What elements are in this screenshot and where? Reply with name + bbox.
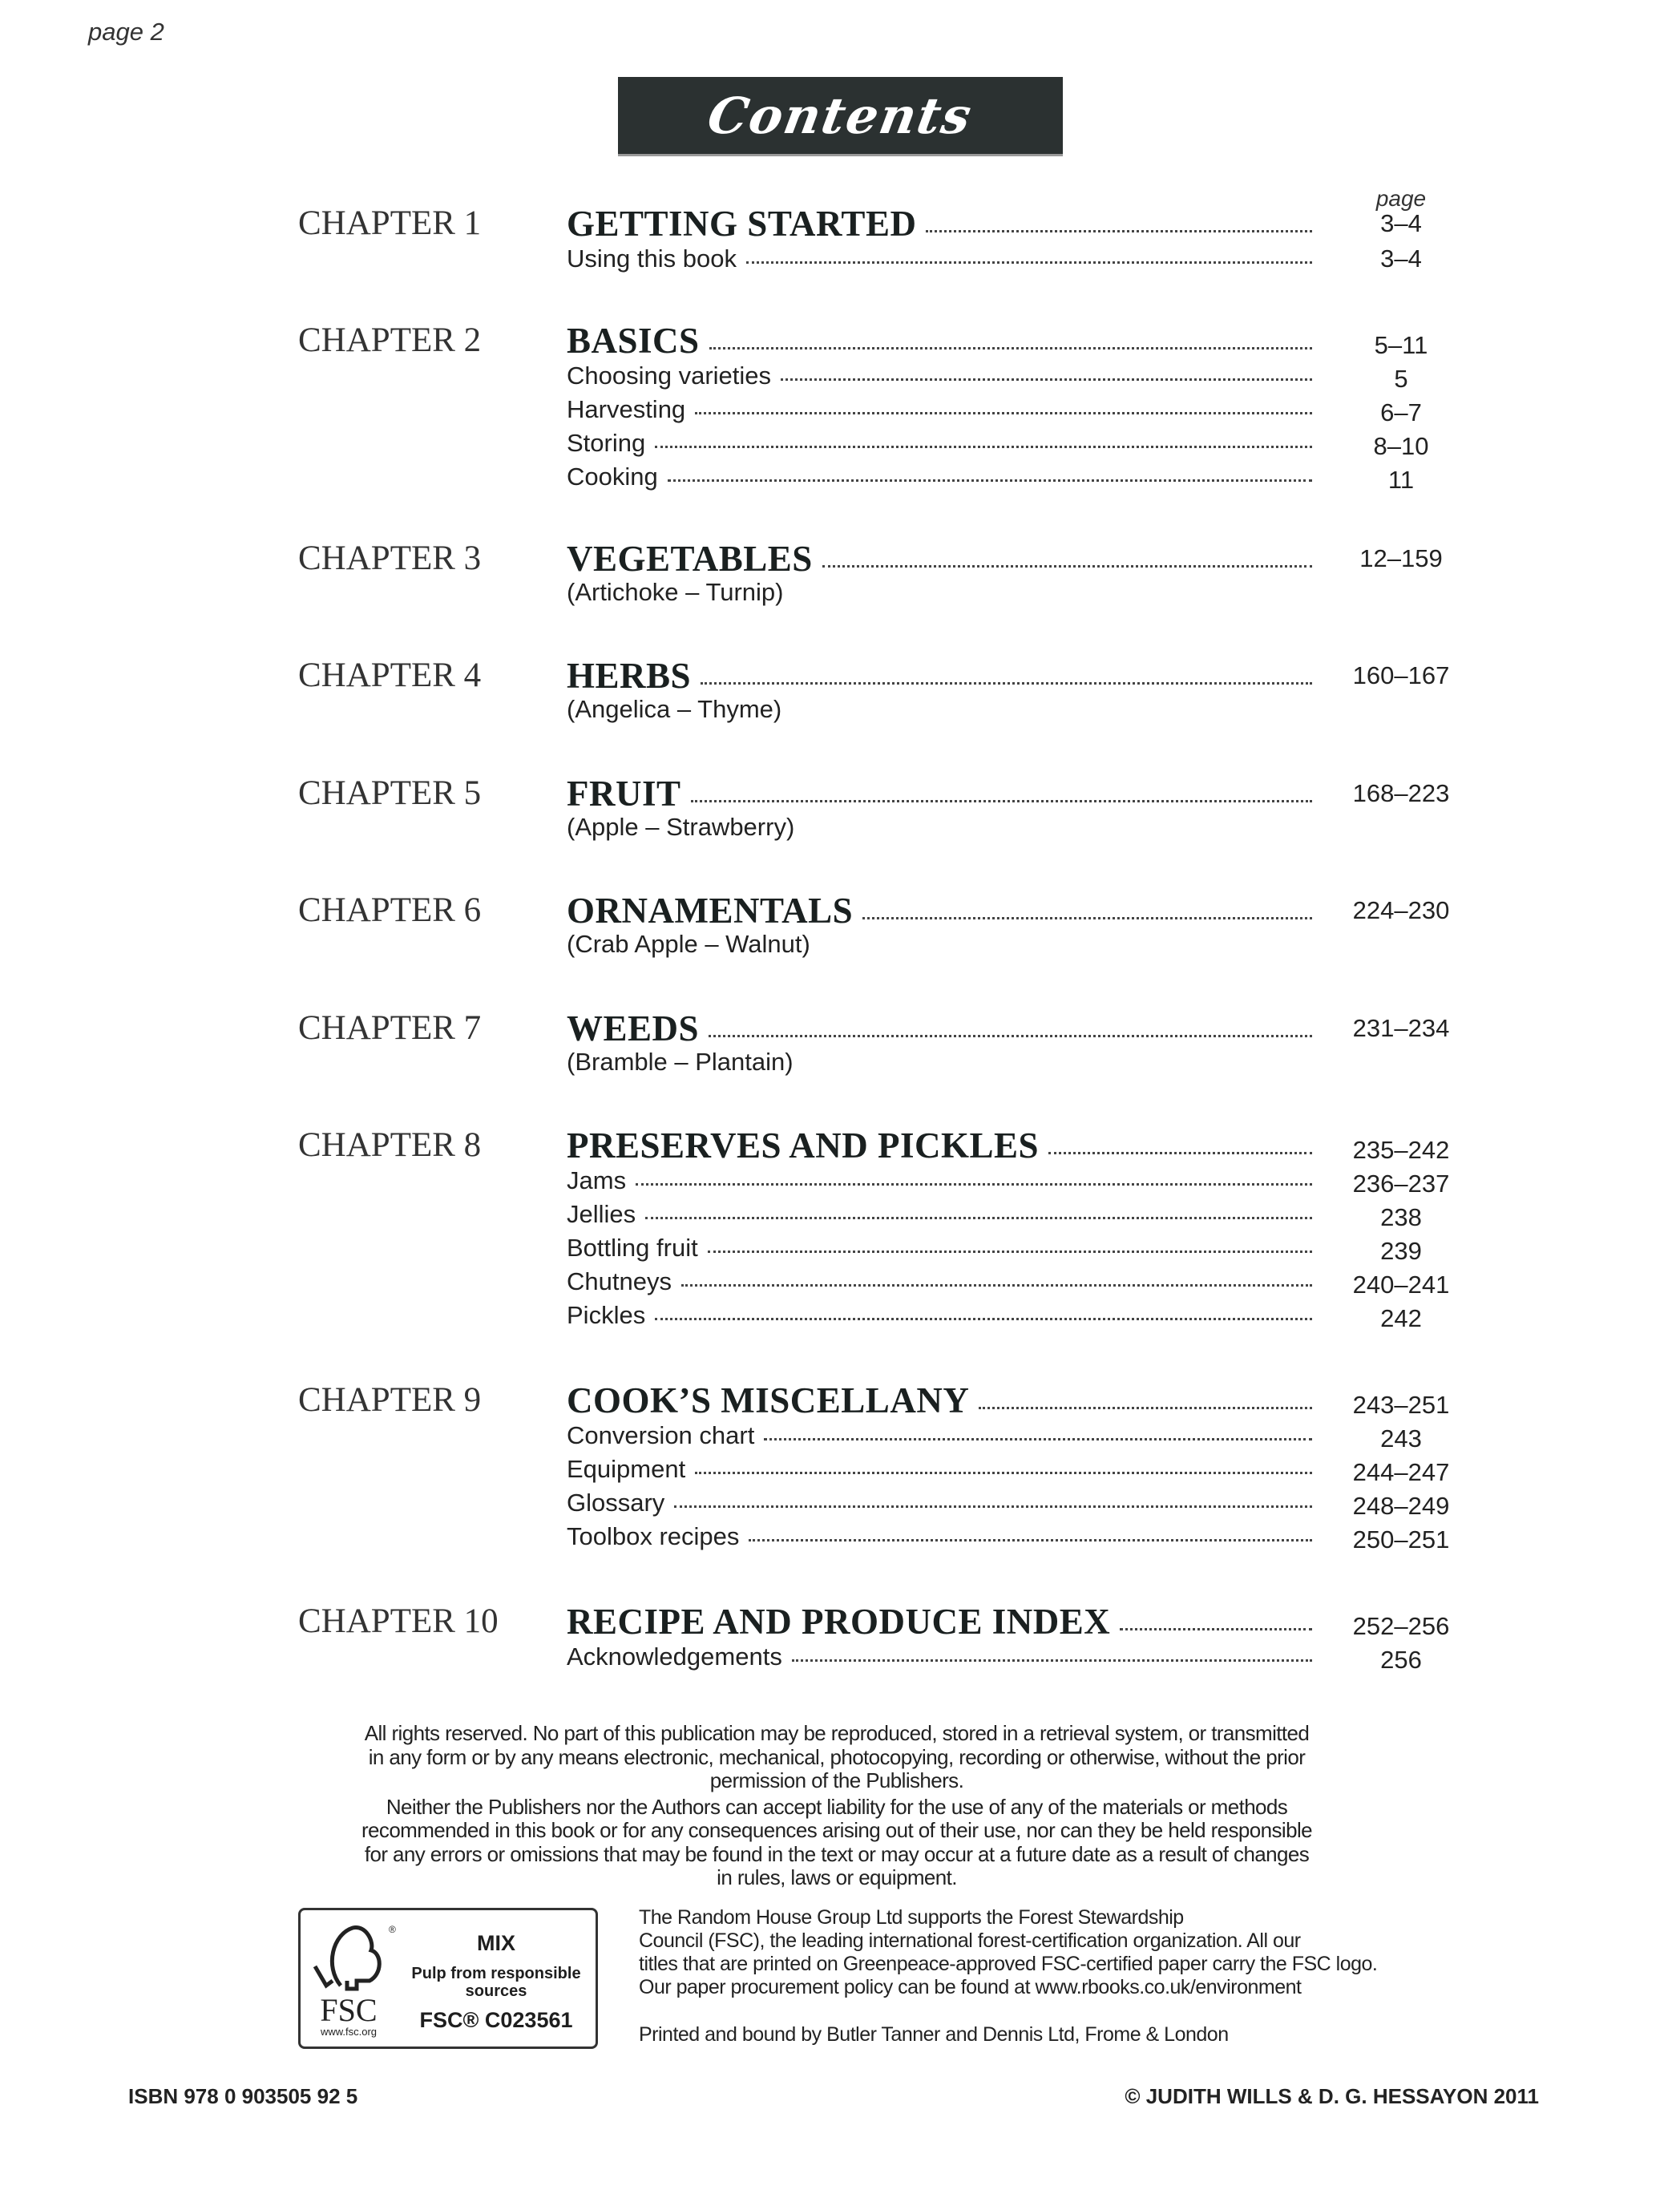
subsection-title: Choosing varieties (567, 362, 772, 390)
chapter-label: CHAPTER 1 (298, 204, 482, 242)
dot-leader (764, 1438, 1312, 1440)
chapter-title-row (567, 1380, 1312, 1420)
subsection-pages: 243 (1380, 1424, 1422, 1453)
svg-text:FSC: FSC (320, 1992, 378, 2028)
dot-leader (681, 1284, 1312, 1287)
subsection-title: Conversion chart (567, 1421, 755, 1449)
subsection-title: Jams (567, 1166, 627, 1194)
chapter-pages: 160–167 (1352, 661, 1450, 689)
chapter-range-note: (Crab Apple – Walnut) (567, 930, 810, 958)
svg-text:®: ® (389, 1924, 396, 1935)
subsection-row (567, 1486, 1312, 1520)
dot-leader (709, 347, 1312, 350)
dot-leader (695, 1472, 1312, 1474)
chapter-range-note: (Artichoke – Turnip) (567, 578, 784, 606)
chapter-title-row (567, 1008, 1312, 1049)
chapter-label: CHAPTER 9 (298, 1381, 482, 1419)
chapter-pages: 235–242 (1352, 1136, 1450, 1164)
subsection-title: Harvesting (567, 395, 686, 423)
chapter-range-note: (Angelica – Thyme) (567, 695, 782, 723)
fsc-statement (639, 1906, 1377, 1999)
dot-leader (822, 565, 1312, 568)
subsection-row (567, 1164, 1312, 1198)
subsection-row (567, 359, 1312, 393)
chapter-pages: 243–251 (1352, 1391, 1450, 1419)
subsection-title: Glossary (567, 1489, 665, 1517)
chapter-label: CHAPTER 3 (298, 539, 482, 577)
chapter-range-note: (Bramble – Plantain) (567, 1048, 794, 1076)
subsection-pages: 256 (1380, 1646, 1422, 1674)
subsection-pages: 5 (1394, 365, 1408, 393)
fsc-code: FSC® C023561 (419, 2008, 573, 2032)
subsection-pages: 239 (1380, 1237, 1422, 1265)
subsection-title: Toolbox recipes (567, 1522, 740, 1550)
chapter-pages: 224–230 (1352, 896, 1450, 924)
chapter-pages: 168–223 (1352, 779, 1450, 807)
dot-leader (708, 1251, 1312, 1253)
subsection-pages: 244–247 (1352, 1458, 1450, 1486)
chapter-label: CHAPTER 10 (298, 1602, 499, 1640)
page-number: page 2 (88, 18, 164, 46)
chapter-title: WEEDS (567, 1008, 700, 1049)
chapter-title-row (567, 539, 1312, 579)
fsc-statement-line: The Random House Group Ltd supports the Forest Stewardship (639, 1906, 1184, 1929)
chapter-label: CHAPTER 8 (298, 1126, 482, 1164)
fsc-pulp: Pulp from responsible sources (411, 1965, 581, 2000)
subsection-pages: 248–249 (1352, 1492, 1450, 1520)
subsection-title: Equipment (567, 1455, 686, 1483)
subsection-row (567, 1231, 1312, 1265)
chapter-title: BASICS (567, 321, 700, 361)
subsection-row (567, 1299, 1312, 1332)
dot-leader (645, 1217, 1312, 1219)
subsection-row (567, 426, 1312, 460)
dot-leader (691, 800, 1312, 802)
chapter-title-row (567, 656, 1312, 696)
subsection-pages: 3–4 (1380, 244, 1422, 273)
subsection-pages: 242 (1380, 1304, 1422, 1332)
dot-leader (746, 261, 1312, 264)
fsc-statement-line: Our paper procurement policy can be found at www.rbooks.co.uk/environment (639, 1976, 1302, 1998)
chapter-label: CHAPTER 4 (298, 657, 482, 694)
chapter-title: RECIPE AND PRODUCE INDEX (567, 1602, 1111, 1642)
dot-leader (701, 682, 1312, 685)
subsection-title: Storing (567, 429, 646, 457)
chapter-pages: 252–256 (1352, 1612, 1450, 1640)
subsection-title: Cooking (567, 463, 658, 491)
subsection-title: Jellies (567, 1200, 636, 1228)
subsection-row (567, 1419, 1312, 1453)
chapter-label: CHAPTER 5 (298, 774, 482, 812)
subsection-title: Bottling fruit (567, 1234, 698, 1262)
subsection-title: Pickles (567, 1301, 646, 1329)
fsc-statement-line: titles that are printed on Greenpeace-approved FSC-certified paper carry the FSC logo. (639, 1953, 1378, 1975)
dot-leader (695, 412, 1312, 414)
fsc-mix: MIX (476, 1931, 515, 1955)
chapter-label: CHAPTER 7 (298, 1009, 482, 1047)
chapter-title-row (567, 774, 1312, 814)
chapter-pages: 5–11 (1374, 331, 1428, 359)
subsection-row (567, 242, 1312, 276)
chapter-pages: 3–4 (1380, 209, 1422, 237)
subsection-pages: 240–241 (1352, 1271, 1450, 1299)
copyright: © JUDITH WILLS & D. G. HESSAYON 2011 (1125, 2084, 1539, 2108)
dot-leader (792, 1659, 1312, 1662)
chapter-title: FRUIT (567, 774, 681, 814)
rights-reserved-text: All rights reserved. No part of this publication may be reproduced, stored in a retrieval system, or transmitted in any form or by any means electronic, mechanical, photocopying, recording or otherwise, without the prior permission of the Publishers. (364, 1721, 1310, 1792)
subsection-row (567, 1520, 1312, 1554)
dot-leader (674, 1505, 1312, 1508)
subsection-row (567, 1640, 1312, 1674)
subsection-pages: 236–237 (1352, 1170, 1450, 1198)
contents-heading: Contents (703, 86, 978, 145)
dot-leader (926, 230, 1312, 232)
fsc-label (298, 1908, 598, 2049)
dot-leader (709, 1035, 1312, 1037)
subsection-title: Acknowledgements (567, 1642, 782, 1671)
liability-text: Neither the Publishers nor the Authors can accept liability for the use of any of the materials or methods recommended in this book or for any consequences arising out of their use, nor can they be held responsible for any errors or omissions that may be found in the text or may occur at a future date as a result of changes in rules, laws or equipment. (361, 1794, 1312, 1889)
chapter-pages: 12–159 (1359, 544, 1443, 572)
chapter-title: VEGETABLES (567, 539, 813, 579)
subsection-title: Chutneys (567, 1267, 672, 1295)
subsection-row (567, 460, 1312, 494)
dot-leader (655, 446, 1312, 448)
chapter-title: GETTING STARTED (567, 204, 917, 244)
subsection-title: Using this book (567, 244, 737, 273)
subsection-pages: 11 (1387, 466, 1415, 494)
fsc-statement-line: Council (FSC), the leading international forest-certification organization. All our (639, 1929, 1301, 1952)
chapter-title-row (567, 321, 1312, 361)
page-column-header: page (1375, 186, 1427, 211)
chapter-title: PRESERVES AND PICKLES (567, 1125, 1040, 1166)
chapter-range-note: (Apple – Strawberry) (567, 813, 795, 841)
dot-leader (749, 1539, 1312, 1541)
dot-leader (636, 1183, 1312, 1186)
dot-leader (655, 1318, 1312, 1320)
chapter-title: ORNAMENTALS (567, 891, 854, 931)
chapter-title-row (567, 1125, 1312, 1166)
subsection-row (567, 393, 1312, 426)
subsection-pages: 250–251 (1352, 1525, 1450, 1554)
subsection-pages: 238 (1380, 1203, 1422, 1231)
isbn: ISBN 978 0 903505 92 5 (128, 2084, 358, 2108)
chapter-title-row (567, 204, 1312, 244)
subsection-row (567, 1265, 1312, 1299)
dot-leader (1048, 1152, 1312, 1154)
dot-leader (862, 917, 1312, 919)
chapter-title: COOK’S MISCELLANY (567, 1380, 970, 1420)
printer-credit: Printed and bound by Butler Tanner and Dennis Ltd, Frome & London (639, 2023, 1229, 2046)
dot-leader (668, 479, 1312, 482)
subsection-row (567, 1453, 1312, 1486)
subsection-pages: 6–7 (1380, 398, 1422, 426)
svg-text:www.fsc.org: www.fsc.org (320, 2026, 378, 2038)
dot-leader (781, 378, 1312, 381)
subsection-pages: 8–10 (1373, 432, 1429, 460)
chapter-label: CHAPTER 2 (298, 321, 482, 359)
chapter-pages: 231–234 (1352, 1014, 1450, 1042)
legal-notice (356, 1722, 1318, 1893)
subsection-row (567, 1198, 1312, 1231)
fsc-tree-icon (309, 1918, 397, 2038)
dot-leader (1120, 1628, 1312, 1630)
chapter-title: HERBS (567, 656, 692, 696)
chapter-title-row (567, 1602, 1312, 1642)
dot-leader (979, 1407, 1312, 1409)
contents-heading-banner (618, 77, 1063, 156)
chapter-label: CHAPTER 6 (298, 891, 482, 929)
chapter-title-row (567, 891, 1312, 931)
